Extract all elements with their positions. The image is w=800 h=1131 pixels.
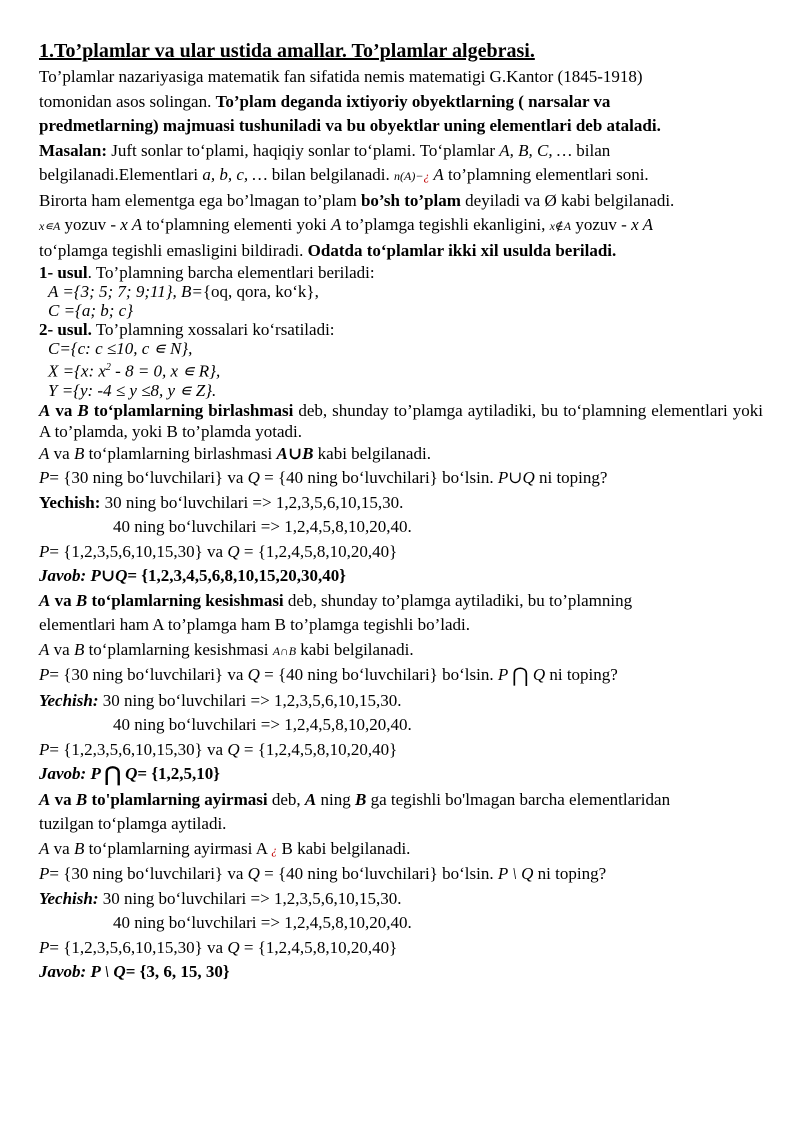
- union-solution-2: 40 ning bo‘luvchilari => 1,2,4,5,8,10,20,40.: [113, 517, 412, 537]
- method2-set-x: X ={x: $x^2 - 8 = 0$, x ∊ R},: [48, 361, 221, 381]
- difference-definition-2: tuzilgan to‘plamga aytiladi.: [39, 814, 227, 834]
- method1-heading: 1- usul. To’plamning barcha elementlari beriladi:: [39, 263, 375, 282]
- difference-problem: P= {30 ning bo‘luvchilari} va Q = {40 ning bo‘luvchilari} bo‘lsin. P \ Q ni toping?: [39, 864, 607, 884]
- intersection-symbol: ⋂: [512, 665, 529, 688]
- difference-solution-2: 40 ning bo‘luvchilari => 1,2,4,5,8,10,20,40.: [113, 913, 412, 933]
- difference-solution-1: Yechish: 30 ning bo‘luvchilari => 1,2,3,5,6,10,15,30.: [39, 888, 402, 908]
- intersection-definition-1: A va B to‘plamlarning kesishmasi deb, shunday to’plamga aytiladiki, bu to’plamning: [39, 590, 633, 610]
- not-element-of-formula: x∉A: [549, 219, 572, 233]
- intersection-answer: Javob: P ⋂ Q= {1,2,5,10}: [39, 764, 220, 787]
- cardinality-formula: n(A)−: [394, 169, 424, 183]
- difference-notation: A va B to‘plamlarning ayirmasi A ¿ B kabi belgilanadi.: [39, 838, 411, 858]
- union-definition: A va B to‘plamlarning birlashmasi deb, shunday to’plamga aytiladiki, bu to‘plamning elementlari yoki A to’plamda, yoki B to’plamda yotadi.: [39, 400, 763, 441]
- inverted-question-mark: ¿: [271, 842, 278, 857]
- intro-line-3: predmetlarning) majmuasi tushuniladi va bu obyektlar uning elementlari deb ataladi.: [39, 116, 661, 135]
- intro-line-2: tomonidan asos solingan. To’plam deganda ixtiyoriy obyektlarning ( narsalar va: [39, 91, 611, 111]
- intersection-result: P= {1,2,3,5,6,10,15,30} va Q = {1,2,4,5,8,10,20,40}: [39, 739, 398, 759]
- difference-definition-1: A va B to'plamlarning ayirmasi deb, A ning B ga tegishli bo'lmagan barcha elementlaridan: [39, 789, 671, 809]
- example-line-3: Birorta ham elementga ega bo’lmagan to’plam bo’sh to’plam deyiladi va Ø kabi belgilanadi.: [39, 190, 675, 210]
- example-line-5: to‘plamga tegishli emasligini bildiradi. Odatda to‘plamlar ikki xil usulda beriladi.: [39, 240, 617, 260]
- example-line-4: x∊A yozuv - x A to‘plamning elementi yoki A to’plamga tegishli ekanligini, x∉A yozuv - x A: [39, 215, 653, 234]
- difference-result: P= {1,2,3,5,6,10,15,30} va Q = {1,2,4,5,8,10,20,40}: [39, 937, 398, 957]
- union-problem: P= {30 ning bo‘luvchilari} va Q = {40 ning bo‘luvchilari} bo‘lsin. P∪Q ni toping?: [39, 468, 608, 488]
- method2-set-y: Y ={y: -4 ≤ y ≤8, y ∊ Z}.: [48, 380, 217, 400]
- intersection-symbol: ⋂: [104, 764, 121, 787]
- method2-set-c: C={c: c ≤10, c ∊ N},: [48, 339, 193, 358]
- example-line-2: belgilanadi.Elementlari a, b, c, … bilan belgilanadi. n(A)−¿ A to’plamning elementlari soni.: [39, 165, 649, 184]
- union-result: P= {1,2,3,5,6,10,15,30} va Q = {1,2,4,5,8,10,20,40}: [39, 541, 398, 561]
- intersection-solution-1: Yechish: 30 ning bo‘luvchilari => 1,2,3,5,6,10,15,30.: [39, 690, 402, 710]
- method1-sets-ab: A ={3; 5; 7; 9;11}, B={oq, qora, ko‘k},: [48, 282, 319, 301]
- union-solution-1: Yechish: 30 ning bo‘luvchilari => 1,2,3,5,6,10,15,30.: [39, 492, 404, 512]
- union-answer: Javob: P∪Q= {1,2,3,4,5,6,8,10,15,20,30,40}: [39, 566, 346, 586]
- method1-set-c: C ={a; b; c}: [48, 301, 134, 320]
- intersection-definition-2: elementlari ham A to’plamga ham B to’plamga tegishli bo’ladi.: [39, 615, 471, 635]
- intersection-notation: A va B to‘plamlarning kesishmasi A∩B kabi belgilanadi.: [39, 639, 414, 659]
- method2-heading: 2- usul. To’plamning xossalari ko‘rsatiladi:: [39, 320, 335, 339]
- intersection-solution-2: 40 ning bo‘luvchilari => 1,2,4,5,8,10,20,40.: [113, 715, 412, 735]
- element-of-formula: x∊A: [39, 219, 61, 233]
- difference-answer: Javob: P \ Q= {3, 6, 15, 30}: [39, 962, 230, 982]
- document-title: 1.To’plamlar va ular ustida amallar. To’plamlar algebrasi.: [39, 40, 535, 62]
- example-line-1: Masalan: Juft sonlar to‘plami, haqiqiy sonlar to‘plami. To‘plamlar A, B, C, … bilan: [39, 140, 611, 160]
- document-page: [39, 38, 763, 985]
- intersection-problem: P= {30 ning bo‘luvchilari} va Q = {40 ning bo‘luvchilari} bo‘lsin. P ⋂ Q ni toping?: [39, 665, 618, 688]
- inverted-question-mark: ¿: [423, 169, 430, 183]
- intro-line-1: To’plamlar nazariyasiga matematik fan sifatida nemis matematigi G.Kantor (1845-1918): [39, 67, 643, 86]
- union-notation: A va B to‘plamlarning birlashmasi A∪B kabi belgilanadi.: [39, 443, 431, 463]
